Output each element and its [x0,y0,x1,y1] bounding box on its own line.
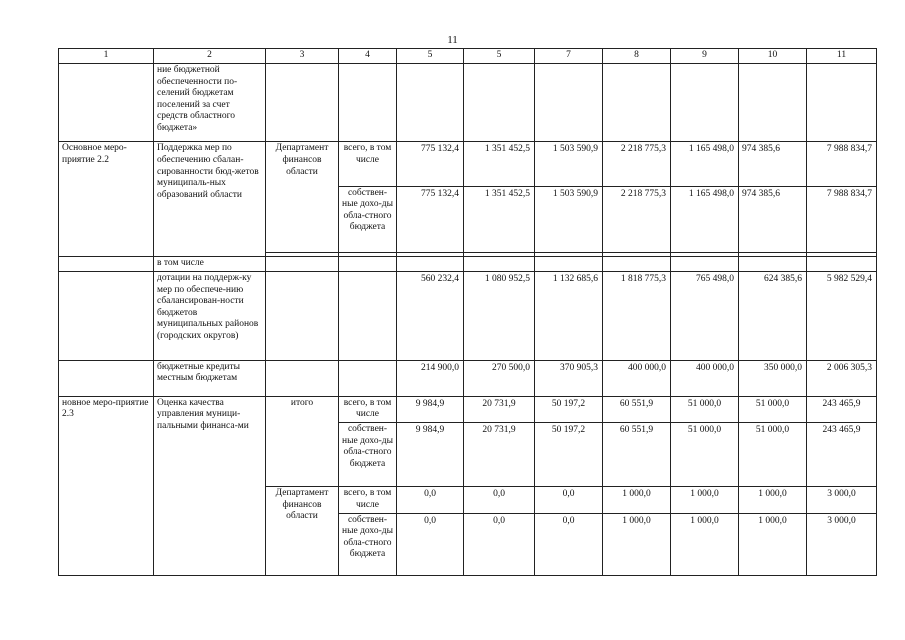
continuation-text: ние бюджетной обеспеченности по-селений бюджетам поселений за счет средств областного бюджета» [154,64,266,142]
budget-table [58,48,877,576]
value-cell: 1 000,0 [603,513,671,575]
value-cell: 974 385,6 [739,186,807,252]
page-number: 11 [447,34,458,46]
value-cell: 3 000,0 [807,513,877,575]
value-cell: 20 731,9 [464,396,535,422]
value-cell: 7 988 834,7 [807,186,877,252]
value-cell: 1 351 452,5 [464,186,535,252]
value-cell: 400 000,0 [671,360,739,396]
funding-source-label: всего, в том числе [339,396,397,422]
value-cell: 7 988 834,7 [807,142,877,186]
responsible-dept: Департамент финансов области [266,142,339,253]
value-cell: 5 982 529,4 [807,272,877,360]
value-cell: 350 000,0 [739,360,807,396]
header-cell: 7 [535,49,603,64]
value-cell: 270 500,0 [464,360,535,396]
value-cell: 1 000,0 [671,487,739,513]
value-cell: 1 000,0 [671,513,739,575]
value-cell: 1 000,0 [739,487,807,513]
value-cell: 0,0 [464,513,535,575]
value-cell: 400 000,0 [603,360,671,396]
value-cell: 0,0 [397,487,464,513]
table-row [59,396,877,422]
value-cell: 0,0 [464,487,535,513]
measure-title: Основное меро-приятие 2.2 [59,142,154,257]
value-cell: 974 385,6 [739,142,807,186]
value-cell: 3 000,0 [807,487,877,513]
value-cell: 2 218 775,3 [603,186,671,252]
funding-source-label: собствен-ные дохо-ды обла-стного бюджета [339,422,397,486]
header-cell: 4 [339,49,397,64]
value-cell: 50 197,2 [535,396,603,422]
value-cell: 243 465,9 [807,396,877,422]
header-cell: 10 [739,49,807,64]
value-cell: 51 000,0 [739,422,807,486]
value-cell: 0,0 [535,487,603,513]
value-cell: 1 000,0 [603,487,671,513]
value-cell: 9 984,9 [397,422,464,486]
table-row [59,272,877,360]
header-cell: 2 [154,49,266,64]
funding-source-label: всего, в том числе [339,142,397,186]
table-row [59,360,877,396]
header-cell: 9 [671,49,739,64]
value-cell: 51 000,0 [671,422,739,486]
value-cell: 775 132,4 [397,142,464,186]
value-cell: 370 905,3 [535,360,603,396]
value-cell: 1 000,0 [739,513,807,575]
responsible-dept: итого [266,396,339,487]
header-cell: 3 [266,49,339,64]
header-cell: 11 [807,49,877,64]
header-cell: 1 [59,49,154,64]
funding-source-label: всего, в том числе [339,487,397,513]
including-label: в том числе [154,257,266,272]
value-cell: 1 165 498,0 [671,142,739,186]
table-row [59,142,877,186]
subsidy-label: дотации на поддерж-ку мер по обеспече-нию сбалансирован-ности бюджетов муниципальных районов (городских округов) [154,272,266,360]
header-cell: 5 [464,49,535,64]
value-cell: 2 006 305,3 [807,360,877,396]
value-cell: 51 000,0 [671,396,739,422]
value-cell: 2 218 775,3 [603,142,671,186]
measure-description: Поддержка мер по обеспечению сбалан-сированности бюд-жетов муниципаль-ных образований области [154,142,266,257]
value-cell: 560 232,4 [397,272,464,360]
measure-description: Оценка качества управления муници-пальными финанса-ми [154,396,266,575]
table-row [59,64,877,142]
measure-title: новное меро-приятие 2.3 [59,396,154,575]
value-cell: 0,0 [535,513,603,575]
value-cell: 1 503 590,9 [535,142,603,186]
value-cell: 1 080 952,5 [464,272,535,360]
value-cell: 214 900,0 [397,360,464,396]
funding-source-label: собствен-ные дохо-ды обла-стного бюджета [339,513,397,575]
value-cell: 624 385,6 [739,272,807,360]
header-row [59,49,877,64]
value-cell: 51 000,0 [739,396,807,422]
value-cell: 9 984,9 [397,396,464,422]
header-cell: 5 [397,49,464,64]
value-cell: 1 503 590,9 [535,186,603,252]
value-cell: 243 465,9 [807,422,877,486]
value-cell: 60 551,9 [603,396,671,422]
value-cell: 50 197,2 [535,422,603,486]
value-cell: 1 351 452,5 [464,142,535,186]
value-cell: 1 818 775,3 [603,272,671,360]
value-cell: 775 132,4 [397,186,464,252]
value-cell: 765 498,0 [671,272,739,360]
value-cell: 0,0 [397,513,464,575]
funding-source-label: собствен-ные дохо-ды обла-стного бюджета [339,186,397,252]
value-cell: 1 132 685,6 [535,272,603,360]
header-cell: 8 [603,49,671,64]
value-cell: 20 731,9 [464,422,535,486]
value-cell: 1 165 498,0 [671,186,739,252]
value-cell: 60 551,9 [603,422,671,486]
table-row [59,257,877,272]
responsible-dept: Департамент финансов области [266,487,339,576]
credit-label: бюджетные кредиты местным бюджетам [154,360,266,396]
